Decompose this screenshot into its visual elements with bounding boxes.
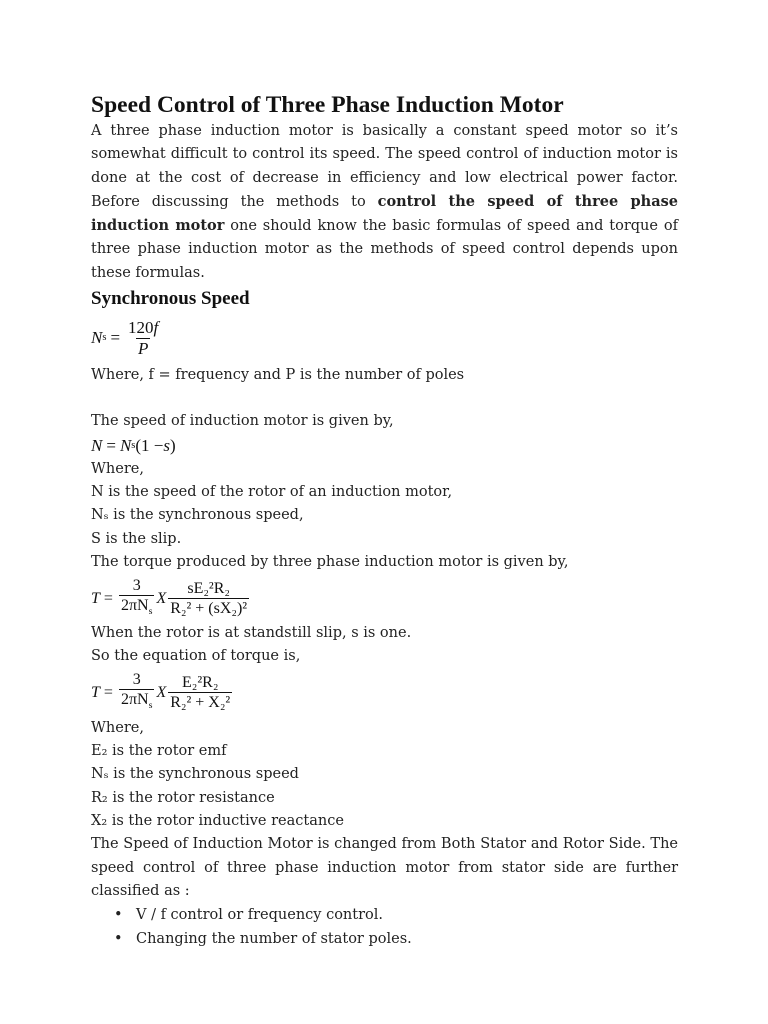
eq-t1-c-den xyxy=(119,595,155,621)
definition-line: E₂ is the rotor emf xyxy=(91,743,227,760)
eq-n-close: ) xyxy=(170,436,176,456)
eq-t1-main-fraction xyxy=(168,579,249,618)
intro-text-2: one should know the basic formulas of speed and torque of three phase induction motor as the methods of speed control depends upon these formulas. xyxy=(91,218,678,281)
where-frequency-text: Where, f = frequency and P is the number of poles xyxy=(91,367,465,384)
eq-ns-den-var: P xyxy=(137,338,149,358)
standstill-text: When the rotor is at standstill slip, s is one. xyxy=(91,625,412,642)
where-label-2: Where, xyxy=(91,719,144,736)
eq-ns-num-var: f xyxy=(153,317,159,337)
speed-given-text: The speed of induction motor is given by, xyxy=(91,413,394,430)
eq-n-equals: = xyxy=(106,436,116,456)
spacer xyxy=(91,387,678,410)
eq-ns-lhs-sub: s xyxy=(102,332,107,344)
eq-t1-equals: = xyxy=(103,589,113,607)
eq-t2-c-den xyxy=(119,689,155,715)
eq-t2-main-fraction xyxy=(168,673,232,712)
eq-t2-equals: = xyxy=(103,684,113,702)
synchronous-speed-equation xyxy=(91,312,678,364)
section-heading: Synchronous Speed xyxy=(91,288,250,310)
eq-t2-c-num: 3 xyxy=(132,671,141,689)
eq-n-slip: s xyxy=(163,436,171,456)
eq-t2-c-den-text: 2πN xyxy=(120,691,149,709)
eq-t1-x: X xyxy=(156,589,167,607)
eq-t2-lhs: T xyxy=(91,684,100,702)
eq-t1-constant-fraction xyxy=(119,576,155,621)
eq-t1-lhs: T xyxy=(91,589,100,607)
so-equation-text: So the equation of torque is, xyxy=(91,648,301,665)
eq-n-lhs: N xyxy=(91,436,103,456)
eq-ns-num-const: 120 xyxy=(128,317,154,337)
eq-t2-constant-fraction xyxy=(119,670,155,715)
rotor-speed-equation xyxy=(91,434,678,458)
eq-t1-f-den: R₂² + (sX₂)² xyxy=(170,599,248,617)
page-title: Speed Control of Three Phase Induction Motor xyxy=(91,92,564,118)
definition-line: R₂ is the rotor resistance xyxy=(91,789,275,806)
eq-t1-c-num: 3 xyxy=(132,576,141,594)
list-item xyxy=(114,903,678,927)
eq-ns-numerator xyxy=(126,318,160,338)
eq-t2-x: X xyxy=(156,684,167,702)
eq-t2-f-num: E₂²R₂ xyxy=(182,674,219,692)
intro-text-1: A three phase induction motor is basically a constant speed motor so it’s somewhat difficult to control its speed. The speed control of induction motor is done at the cost of decrease in efficiency and low electrical power factor. Before discussing the methods to xyxy=(91,123,678,210)
list-item-text: V / f control or frequency control. xyxy=(136,907,384,924)
torque-equation-standstill xyxy=(91,669,678,717)
eq-n-rhs: N xyxy=(119,436,132,456)
eq-n-paren: (1 − xyxy=(135,436,164,456)
eq-t1-f-num: sE₂²R₂ xyxy=(187,579,230,597)
eq-t1-c-den-text: 2πN xyxy=(120,596,149,614)
eq-t1-c-den-sub: s xyxy=(148,605,153,617)
torque-equation-running xyxy=(91,574,678,622)
stator-side-paragraph: The Speed of Induction Motor is changed from Both Stator and Rotor Side. The speed control of three phase induction motor from stator side are further classified as : xyxy=(91,836,678,899)
intro-bold-text: control the speed of three phase induction motor xyxy=(91,192,678,235)
list-item-text: Changing the number of stator poles. xyxy=(136,931,412,948)
document-page xyxy=(91,90,678,951)
eq-ns-fraction xyxy=(126,318,160,359)
bullet-icon: • xyxy=(114,931,123,948)
torque-given-text: The torque produced by three phase induction motor is given by, xyxy=(91,553,569,570)
eq-t2-f-den: R₂² + X₂² xyxy=(170,694,231,712)
eq-ns-denominator xyxy=(136,338,150,359)
definition-line: Nₛ is the synchronous speed, xyxy=(91,507,304,524)
bullet-icon: • xyxy=(114,907,123,924)
list-item xyxy=(114,927,678,951)
intro-paragraph xyxy=(91,120,678,285)
eq-ns-equals: = xyxy=(110,328,121,348)
definition-line: N is the speed of the rotor of an induction motor, xyxy=(91,483,453,500)
eq-ns-lhs: N xyxy=(91,328,103,348)
definition-line: X₂ is the rotor inductive reactance xyxy=(91,812,344,829)
speed-control-methods-list xyxy=(91,903,678,951)
where-label-1: Where, xyxy=(91,460,144,477)
definition-line: S is the slip. xyxy=(91,530,182,547)
eq-t2-c-den-sub: s xyxy=(148,700,153,712)
eq-n-rhs-sub: s xyxy=(131,440,136,452)
definition-line: Nₛ is the synchronous speed xyxy=(91,766,299,783)
